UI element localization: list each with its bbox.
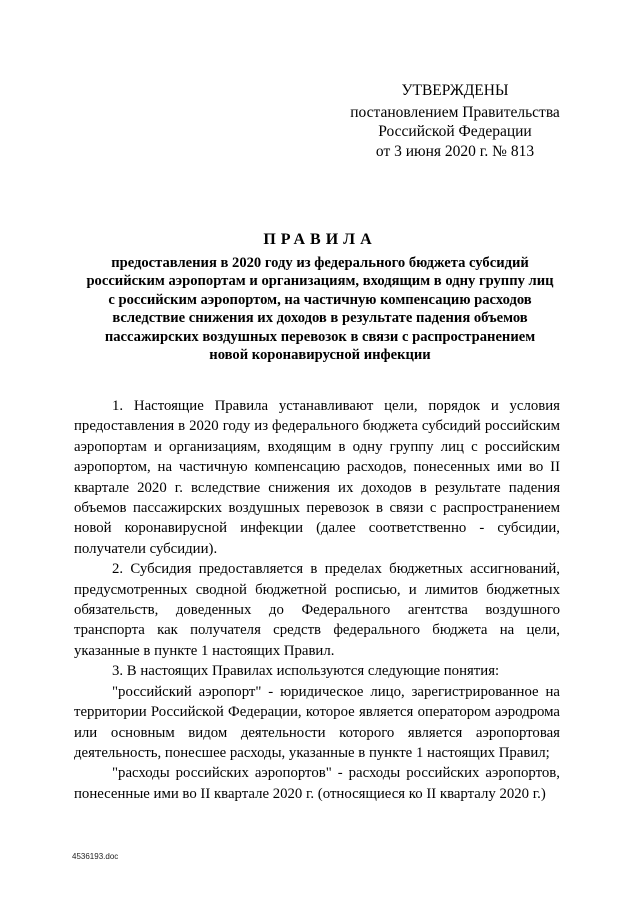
approval-block [330,81,580,161]
subtitle-line: с российским аэропортом, на частичную компенсацию расходов [108,291,532,308]
definition-expenses: "расходы российских аэропортов" - расходы российских аэропортов, понесенные ими во II квартале 2020 г. (относящиеся ко II кварталу 2020 г.) [74,765,560,802]
file-name-footer: 4536193.doc [72,852,119,861]
rules-title: ПРАВИЛА [263,231,377,248]
approval-line-government: Российской Федерации [378,123,532,140]
subtitle-line: новой коронавирусной инфекции [209,347,431,364]
subtitle-line: пассажирских воздушных перевозок в связи с распространением [104,328,536,345]
paragraph-3: 3. В настоящих Правилах используются следующие понятия: [112,663,500,680]
document-body [74,396,560,804]
subtitle-line: предоставления в 2020 году из федерального бюджета субсидий [111,255,529,271]
approval-title: УТВЕРЖДЕНЫ [401,82,509,99]
subtitle-line: российским аэропортам и организациям, входящим в одну группу лиц [86,273,554,290]
approval-line-date-number: от 3 июня 2020 г. № 813 [375,142,535,160]
definition-airport: "российский аэропорт" - юридическое лицо, зарегистрированное на территории Российской Федерации, которое является оператором аэродрома или основным видом деятельности которого является аэропортовая деятельность, понесшее расходы, указанные в пункте 1 настоящих Правил; [74,683,560,761]
approval-line-decree: постановлением Правительства [350,103,560,121]
rules-subtitle [60,254,580,364]
paragraph-1: 1. Настоящие Правила устанавливают цели, порядок и условия предоставления в 2020 году из федерального бюджета субсидий российским аэропортам и организациям, входящим в одну группу лиц с российским аэропортом, на частичную компенсацию расходов, понесенных ими во II квартале 2020 г. вследствие снижения их доходов в результате падения объемов пассажирских воздушных перевозок в связи с распространением новой коронавирусной инфекции (далее соответственно - субсидии, получатели субсидии). [74,398,560,557]
subtitle-line: вследствие снижения их доходов в результате падения объемов [112,310,528,327]
paragraph-2: 2. Субсидия предоставляется в пределах бюджетных ассигнований, предусмотренных сводной бюджетной росписью, и лимитов бюджетных обязательств, доведенных до Федерального агентства воздушного транспорта как получателя средств федерального бюджета на цели, указанные в пункте 1 настоящих Правил. [74,561,560,659]
